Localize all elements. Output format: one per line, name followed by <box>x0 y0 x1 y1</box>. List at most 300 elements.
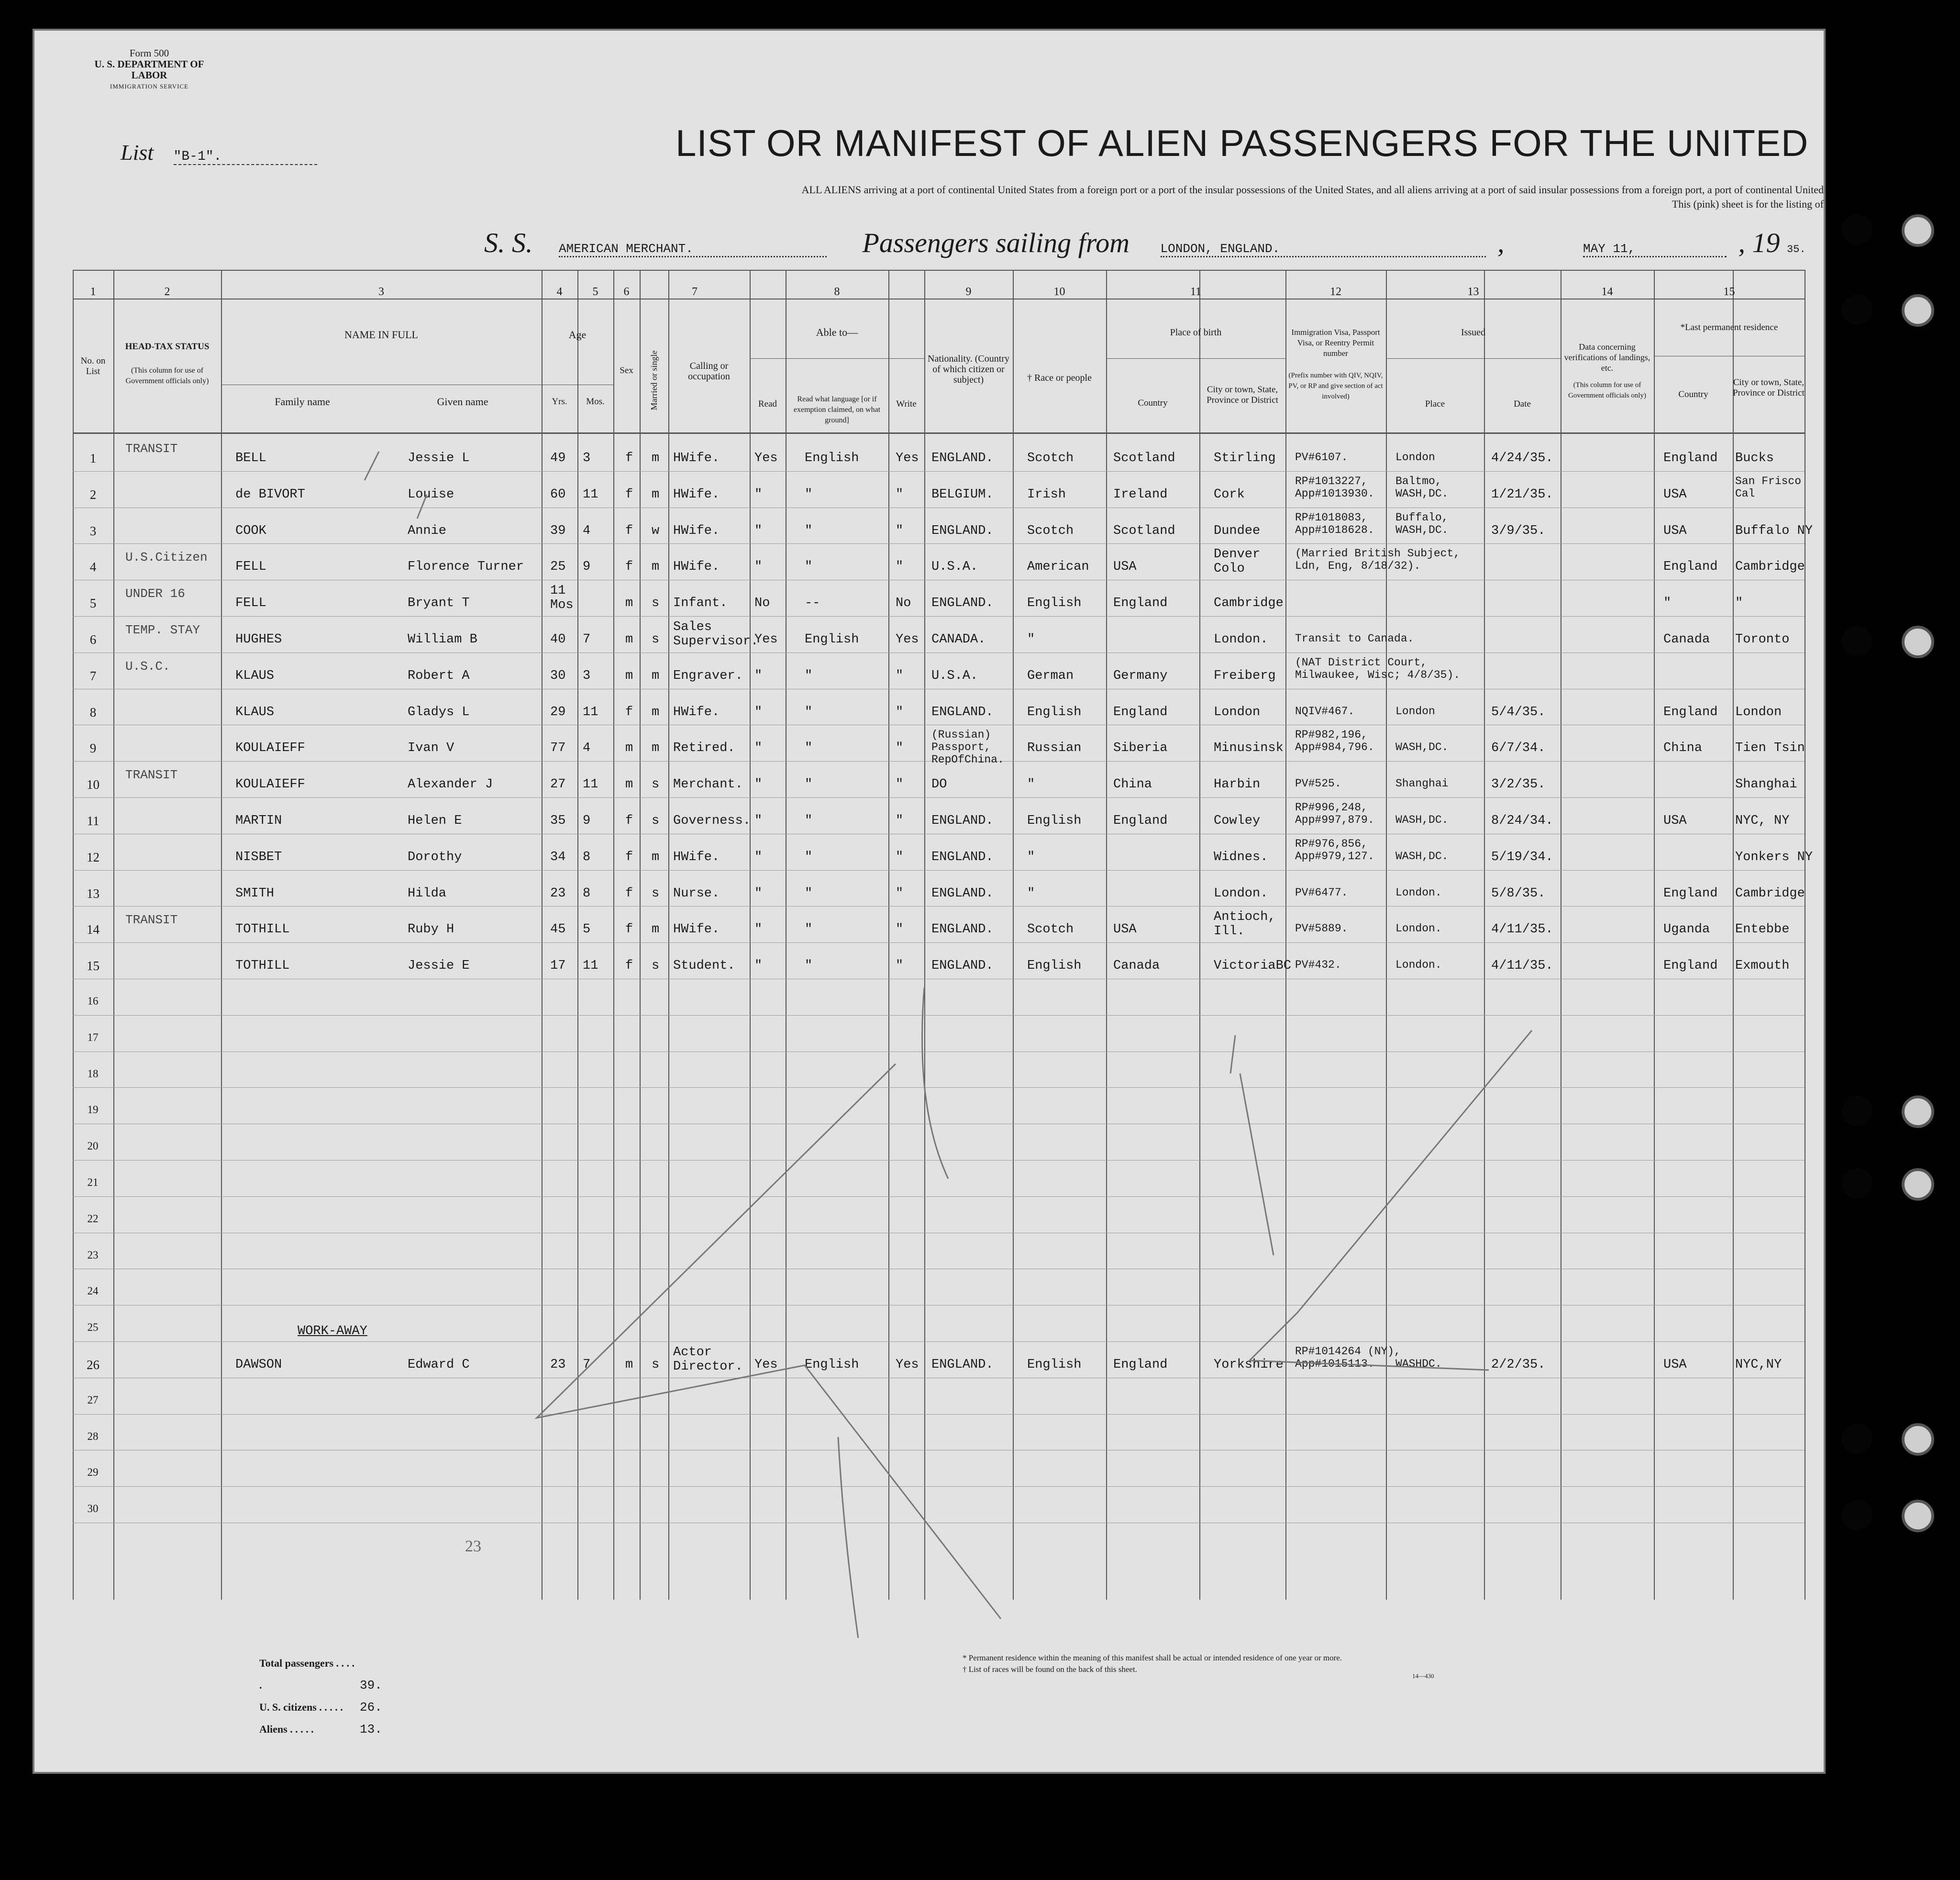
residence-country: England <box>1663 705 1718 719</box>
given-name: Alexander J <box>408 777 493 792</box>
column-number: 6 <box>623 286 630 298</box>
header-landing-note: (This column for use of Government officials only) <box>1568 381 1646 399</box>
nationality: ENGLAND. <box>931 596 994 611</box>
sailing-date: MAY 11, <box>1583 242 1727 257</box>
service: IMMIGRATION SERVICE <box>110 83 189 90</box>
birth-country: England <box>1113 705 1168 719</box>
age-months: 7 <box>583 1358 591 1372</box>
row-number: 28 <box>87 1430 99 1442</box>
row-number: 16 <box>87 995 99 1007</box>
marital-status: w <box>652 523 660 538</box>
age-years: 23 <box>550 886 566 901</box>
nationality: ENGLAND. <box>931 451 994 465</box>
calling: Nurse. <box>673 886 720 901</box>
read: " <box>754 959 763 973</box>
visa-number: RP#982,196, App#984,796. <box>1295 729 1374 754</box>
sex: m <box>625 668 633 683</box>
column-rule <box>888 270 889 1600</box>
row-number: 4 <box>89 560 97 575</box>
race: " <box>1027 777 1035 792</box>
totals-row <box>259 1652 382 1696</box>
row-rule <box>73 1486 1805 1487</box>
issued-place: WASH,DC. <box>1395 850 1449 863</box>
visa-number: RP#996,248, App#997,879. <box>1295 801 1374 826</box>
family-name: FELL <box>235 596 266 611</box>
race: Russian <box>1027 741 1082 756</box>
issued-place: London. <box>1395 959 1442 972</box>
residence-country: England <box>1663 451 1718 465</box>
nationality: U.S.A. <box>931 560 978 575</box>
issued-place: London. <box>1395 886 1442 899</box>
marital-status: s <box>652 596 660 611</box>
header-subrule <box>1106 358 1285 359</box>
row-number: 6 <box>89 632 97 647</box>
read: " <box>754 777 763 792</box>
age-months: 8 <box>583 886 591 901</box>
header-yrs: Yrs. <box>552 397 567 407</box>
header-last-residence: *Last permanent residence <box>1680 322 1778 332</box>
issued-place: Shanghai <box>1395 777 1449 790</box>
row-number: 24 <box>87 1285 99 1297</box>
binding-hole <box>1902 1168 1934 1201</box>
family-name: KOULAIEFF <box>235 741 305 756</box>
issued-place: Baltmo, WASH,DC. <box>1395 475 1449 500</box>
given-name: Gladys L <box>408 705 470 719</box>
row-number: 15 <box>87 959 100 973</box>
birth-city: Cambridge <box>1214 596 1284 611</box>
sex: m <box>625 741 633 756</box>
issued-place: London <box>1395 451 1435 464</box>
head-tax-stamp: UNDER 16 <box>125 586 185 601</box>
footnote-races: † List of races will be found on the back of this sheet. <box>963 1665 1137 1674</box>
residence-country: " <box>1663 596 1672 611</box>
pencil-stroke <box>838 1437 886 1638</box>
race: English <box>1027 596 1082 611</box>
birth-country: USA <box>1113 560 1137 575</box>
read-language: " <box>805 560 813 575</box>
row-number: 25 <box>87 1321 99 1334</box>
column-rule <box>613 270 614 1600</box>
birth-country: Germany <box>1113 668 1168 683</box>
calling: Sales Supervisor. <box>673 620 759 649</box>
age-years: 27 <box>550 777 566 792</box>
totals <box>259 1652 382 1740</box>
age-years: 39 <box>550 523 566 538</box>
column-number: 2 <box>164 286 170 298</box>
residence-city: Cambridge <box>1735 886 1805 901</box>
row-number: 12 <box>87 850 100 864</box>
visa-number: PV#6107. <box>1295 451 1348 464</box>
header-visa: Immigration Visa, Passport Visa, or Reentry Permit number <box>1291 328 1380 358</box>
read-language: " <box>805 741 813 756</box>
column-rule <box>1733 270 1734 1600</box>
row-number: 13 <box>87 886 100 901</box>
read-language: " <box>805 850 813 864</box>
column-rule <box>1654 270 1655 1600</box>
age-years: 29 <box>550 705 566 719</box>
row-rule <box>73 616 1805 617</box>
column-rule <box>924 270 925 1600</box>
read-language: -- <box>805 596 820 611</box>
read-language: English <box>805 632 859 647</box>
birth-country: USA <box>1113 922 1137 937</box>
totals-label: Total passengers . . . . . <box>259 1657 355 1691</box>
birth-city: London <box>1214 705 1261 719</box>
row-rule <box>73 1015 1805 1016</box>
residence-city: Buffalo NY <box>1735 523 1813 538</box>
read: " <box>754 705 763 719</box>
residence-city: London <box>1735 705 1782 719</box>
birth-city: Stirling <box>1214 451 1276 465</box>
residence-city: NYC, NY <box>1735 814 1790 828</box>
sex: f <box>625 705 633 719</box>
column-rule <box>1013 270 1014 1600</box>
form-code: 14—430 <box>1412 1672 1434 1680</box>
read-language: English <box>805 451 859 465</box>
write: " <box>896 814 904 828</box>
calling: Student. <box>673 959 735 973</box>
age-years: 40 <box>550 632 566 647</box>
read: " <box>754 850 763 864</box>
head-tax-stamp: TRANSIT <box>125 442 178 456</box>
list-value: "B-1". <box>174 149 317 165</box>
nationality: DO <box>931 777 947 792</box>
visa-number: (Married British Subject, Ldn, Eng, 8/18/32). <box>1295 547 1461 573</box>
manifest-sheet <box>33 29 1826 1774</box>
header-married-or-single: Married or single <box>649 350 659 410</box>
race: English <box>1027 814 1082 828</box>
column-number: 3 <box>378 286 384 298</box>
totals-value: 39. <box>360 1678 382 1692</box>
row-number: 17 <box>87 1031 99 1043</box>
calling: HWife. <box>673 560 720 575</box>
pencil-stroke <box>922 987 948 1179</box>
binding-hole <box>1902 626 1934 658</box>
pencil-stroke <box>365 452 379 480</box>
birth-city: Denver Colo <box>1214 547 1261 576</box>
row-rule <box>73 1341 1805 1342</box>
row-rule <box>73 1196 1805 1197</box>
marital-status: m <box>652 668 660 683</box>
header-age: Age <box>568 329 587 341</box>
birth-city: Widnes. <box>1214 850 1268 864</box>
row-number: 29 <box>87 1466 99 1479</box>
visa-number: PV#525. <box>1295 777 1341 790</box>
column-number: 5 <box>592 286 598 298</box>
birth-country: England <box>1113 814 1168 828</box>
family-name: TOTHILL <box>235 922 290 937</box>
nationality: ENGLAND. <box>931 1358 994 1372</box>
age-years: 34 <box>550 850 566 864</box>
given-name: Jessie E <box>408 959 470 973</box>
nationality: ENGLAND. <box>931 705 994 719</box>
column-rule <box>542 270 543 1600</box>
row-rule <box>73 1051 1805 1052</box>
race: " <box>1027 886 1035 901</box>
age-years: 30 <box>550 668 566 683</box>
footnote-residence: * Permanent residence within the meaning of this manifest shall be actual or intended residence of one year or more. <box>963 1653 1342 1662</box>
family-name: DAWSON <box>235 1358 282 1372</box>
birth-city: Cowley <box>1214 814 1261 828</box>
header-no-on-list: No. on List <box>80 356 106 376</box>
list-label: List <box>121 140 154 165</box>
visa-number: NQIV#467. <box>1295 705 1355 718</box>
marital-status: m <box>652 922 660 937</box>
sex: m <box>625 596 633 611</box>
race: Irish <box>1027 487 1066 502</box>
residence-city: Yonkers NY <box>1735 850 1813 864</box>
binding-hole <box>1902 1095 1934 1128</box>
read: " <box>754 886 763 901</box>
write: " <box>896 523 904 538</box>
calling: Merchant. <box>673 777 743 792</box>
age-months: 4 <box>583 523 591 538</box>
manifest-table <box>73 270 1843 1638</box>
totals-row <box>259 1696 382 1718</box>
read-language: " <box>805 886 813 901</box>
birth-country: Scotland <box>1113 451 1175 465</box>
column-number: 7 <box>692 286 698 298</box>
residence-city: NYC,NY <box>1735 1358 1782 1372</box>
calling: HWife. <box>673 922 720 937</box>
residence-country: China <box>1663 741 1703 756</box>
write: " <box>896 886 904 901</box>
residence-city: Tien Tsin <box>1735 741 1805 756</box>
birth-city: London. <box>1214 632 1268 647</box>
read: Yes <box>754 632 778 647</box>
write: " <box>896 777 904 792</box>
head-tax-stamp: TEMP. STAY <box>125 623 200 637</box>
issued-date: 5/19/34. <box>1491 850 1553 864</box>
read: " <box>754 814 763 828</box>
family-name: FELL <box>235 560 266 575</box>
issued-date: 5/8/35. <box>1491 886 1546 901</box>
age-years: 11 Mos <box>550 584 574 613</box>
nationality: ENGLAND. <box>931 523 994 538</box>
totals-value: 13. <box>360 1722 382 1736</box>
read-language: " <box>805 523 813 538</box>
marital-status: s <box>652 814 660 828</box>
row-number: 2 <box>89 487 97 502</box>
age-months: 3 <box>583 451 591 465</box>
marital-status: s <box>652 959 660 973</box>
write: " <box>896 560 904 575</box>
row-number: 30 <box>87 1503 99 1515</box>
birth-city: Cork <box>1214 487 1245 502</box>
visa-number: RP#1013227, App#1013930. <box>1295 475 1374 500</box>
header-able-to: Able to— <box>816 326 858 338</box>
totals-value: 26. <box>360 1700 382 1714</box>
nationality: ENGLAND. <box>931 886 994 901</box>
write: No <box>896 596 911 611</box>
voyage-line: S. S. AMERICAN MERCHANT. Passengers sailing from LONDON, ENGLAND. , MAY 11, , 19 35. <box>484 227 1806 258</box>
age-months: 11 <box>583 959 598 973</box>
sex: m <box>625 1358 633 1372</box>
header-given-name: Given name <box>437 396 488 408</box>
binding-hole <box>1842 1423 1872 1454</box>
age-months: 11 <box>583 705 598 719</box>
row-number: 14 <box>87 922 100 937</box>
head-tax-stamp: TRANSIT <box>125 913 178 928</box>
age-months: 11 <box>583 777 598 792</box>
age-months: 7 <box>583 632 591 647</box>
birth-country: Scotland <box>1113 523 1175 538</box>
column-rule <box>1199 270 1200 1600</box>
read-language: " <box>805 959 813 973</box>
manifest-title: LIST OR MANIFEST OF ALIEN PASSENGERS FOR THE UNITED <box>675 122 1809 164</box>
residence-city: Cambridge <box>1735 560 1805 575</box>
header-birth-country: Country <box>1138 398 1168 408</box>
issued-place: Buffalo, WASH,DC. <box>1395 511 1449 536</box>
given-name: William B <box>408 632 477 647</box>
ship-name: AMERICAN MERCHANT. <box>559 242 827 257</box>
birth-city: Minusinsk <box>1214 741 1284 756</box>
issued-place: London. <box>1395 922 1442 935</box>
calling: HWife. <box>673 705 720 719</box>
header-place: Place <box>1425 399 1445 409</box>
row-rule <box>73 1414 1805 1415</box>
birth-city: London. <box>1214 886 1268 901</box>
head-tax-stamp: U.S.Citizen <box>125 550 208 565</box>
head-tax-stamp: U.S.C. <box>125 659 170 674</box>
residence-country: Canada <box>1663 632 1710 647</box>
age-months: 4 <box>583 741 591 756</box>
row-number: 19 <box>87 1104 99 1116</box>
race: German <box>1027 668 1074 683</box>
row-rule <box>73 942 1805 943</box>
issued-place: WASHDC. <box>1395 1358 1442 1370</box>
birth-country: England <box>1113 1358 1168 1372</box>
birth-city: Freiberg <box>1214 668 1276 683</box>
family-name: KLAUS <box>235 705 275 719</box>
family-name: SMITH <box>235 886 275 901</box>
calling: Governess. <box>673 814 751 828</box>
age-months: 5 <box>583 922 591 937</box>
marital-status: s <box>652 777 660 792</box>
row-rule <box>73 906 1805 907</box>
list-line <box>121 140 317 165</box>
visa-number: (NAT District Court, Milwaukee, Wisc; 4/8/35). <box>1295 656 1461 681</box>
row-rule <box>73 652 1805 653</box>
binding-hole <box>1902 214 1934 247</box>
issued-place: WASH,DC. <box>1395 814 1449 826</box>
calling: HWife. <box>673 451 720 465</box>
column-number: 9 <box>965 286 972 298</box>
header-res-country: Country <box>1678 389 1708 399</box>
pencil-stroke <box>1230 1035 1235 1073</box>
nationality: BELGIUM. <box>931 487 994 502</box>
row-number: 18 <box>87 1067 99 1080</box>
binding-hole <box>1842 1168 1872 1199</box>
residence-country: England <box>1663 886 1718 901</box>
read-language: " <box>805 814 813 828</box>
nationality: (Russian) Passport, RepOfChina. <box>931 729 1004 766</box>
birth-country: Canada <box>1113 959 1160 973</box>
race: " <box>1027 850 1035 864</box>
birth-city: Yorkshire <box>1214 1358 1284 1372</box>
nationality: U.S.A. <box>931 668 978 683</box>
given-name: Edward C <box>408 1358 470 1372</box>
visa-number: Transit to Canada. <box>1295 632 1414 645</box>
race: Scotch <box>1027 451 1074 465</box>
write: " <box>896 922 904 937</box>
given-name: Dorothy <box>408 850 462 864</box>
header-nationality: Nationality. (Country of which citizen or subject) <box>928 354 1009 385</box>
write: " <box>896 705 904 719</box>
header-rule <box>73 432 1805 434</box>
given-name: Annie <box>408 523 447 538</box>
family-name: de BIVORT <box>235 487 305 502</box>
row-rule <box>73 797 1805 798</box>
sex: f <box>625 560 633 575</box>
header-subrule <box>750 358 924 359</box>
page-number: 23 <box>465 1537 481 1555</box>
residence-city: Shanghai <box>1735 777 1797 792</box>
residence-country: USA <box>1663 523 1687 538</box>
write: Yes <box>896 1358 919 1372</box>
header-res-city: City or town, State, Province or District <box>1733 377 1805 398</box>
age-years: 60 <box>550 487 566 502</box>
sex: m <box>625 777 633 792</box>
instructions-line-2: This (pink) sheet is for the listing of <box>1672 198 1824 210</box>
header-date: Date <box>1514 399 1531 409</box>
race: " <box>1027 632 1035 647</box>
issued-date: 3/9/35. <box>1491 523 1546 538</box>
write: Yes <box>896 632 919 647</box>
row-number: 1 <box>89 451 97 465</box>
ss-label: S. S. <box>484 227 533 258</box>
birth-city: Dundee <box>1214 523 1261 538</box>
given-name: Florence Turner <box>408 560 524 575</box>
marital-status: s <box>652 632 660 647</box>
write: Yes <box>896 451 919 465</box>
visa-number: PV#5889. <box>1295 922 1348 935</box>
column-number: 12 <box>1330 286 1341 298</box>
age-months: 9 <box>583 814 591 828</box>
calling: Engraver. <box>673 668 743 683</box>
write: " <box>896 487 904 502</box>
row-number: 21 <box>87 1176 99 1188</box>
header-landing-data: Data concerning verifications of landings, etc. <box>1564 342 1650 373</box>
row-number: 23 <box>87 1249 99 1261</box>
totals-row <box>259 1718 382 1740</box>
race: English <box>1027 705 1082 719</box>
row-number: 20 <box>87 1140 99 1152</box>
age-years: 35 <box>550 814 566 828</box>
row-number: 3 <box>89 523 97 538</box>
calling: HWife. <box>673 487 720 502</box>
totals-label: U. S. citizens . . . . . <box>259 1701 343 1713</box>
read-language: " <box>805 705 813 719</box>
residence-country: England <box>1663 959 1718 973</box>
sailing-port: LONDON, ENGLAND. <box>1161 242 1486 257</box>
header-head-tax: HEAD-TAX STATUS <box>125 342 210 352</box>
read-language: " <box>805 668 813 683</box>
residence-city: Toronto <box>1735 632 1790 647</box>
visa-number: RP#1014264 (NY), App#1015113. <box>1295 1345 1401 1370</box>
age-years: 25 <box>550 560 566 575</box>
read: " <box>754 560 763 575</box>
given-name: Hilda <box>408 886 447 901</box>
column-rule <box>750 270 751 1600</box>
residence-country: England <box>1663 560 1718 575</box>
header-race: † Race or people <box>1027 373 1092 383</box>
issued-place: WASH,DC. <box>1395 741 1449 754</box>
year-suffix: 35. <box>1787 243 1806 255</box>
issued-date: 8/24/34. <box>1491 814 1553 828</box>
issued-date: 4/11/35. <box>1491 959 1553 973</box>
issued-date: 3/2/35. <box>1491 777 1546 792</box>
